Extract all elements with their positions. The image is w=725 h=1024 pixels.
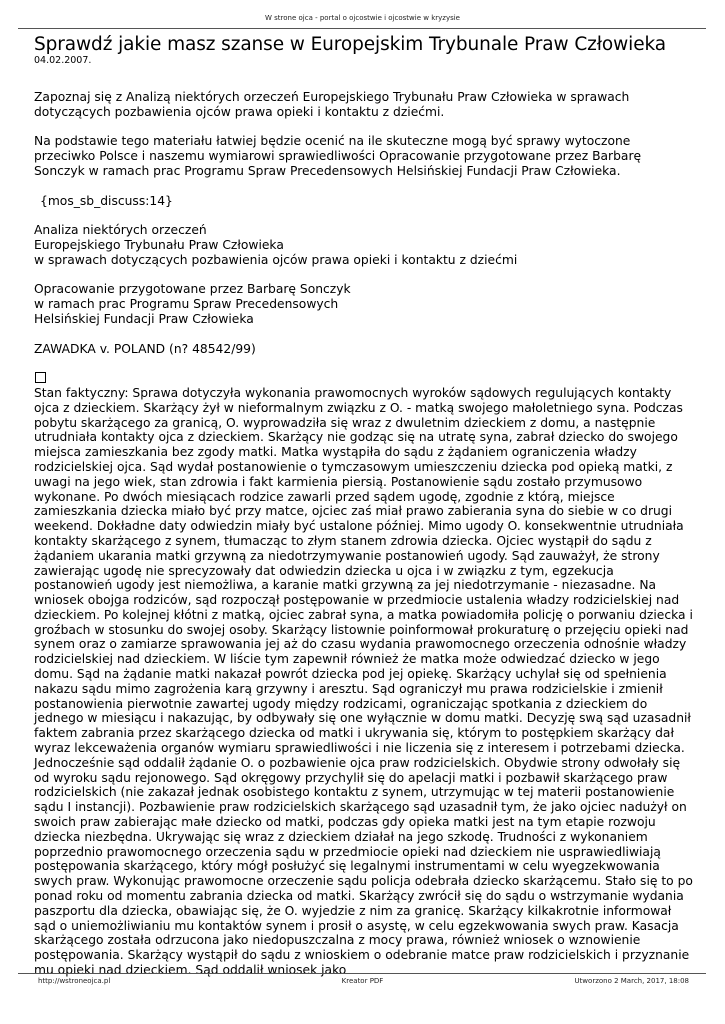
header-divider <box>18 28 706 29</box>
footer-url[interactable]: http://wstroneojca.pl <box>38 977 111 985</box>
intro-paragraph-2: Na podstawie tego materiału łatwiej będzie ocenić na ile skuteczne mogą być sprawy wytoczone przeciwko Polsce i naszemu wymiarowi sprawiedliwości Opracowanie przygotowane przez Barbarę Sonczyk w ramach prac Programu Spraw Precedensowych Helsińskiej Fundacji Praw Człowieka. <box>34 134 642 178</box>
article-date: 04.02.2007. <box>34 55 92 66</box>
page-header: W strone ojca - portal o ojcostwie i ojcostwie w kryzysie <box>265 14 460 22</box>
article <box>34 34 694 978</box>
checkbox-icon <box>35 372 46 383</box>
footer-generator: Kreator PDF <box>341 977 384 985</box>
case-title: ZAWADKA v. POLAND (n? 48542/99) <box>34 341 256 356</box>
facts-paragraph: Stan faktyczny: Sprawa dotyczyła wykonania prawomocnych wyroków sądowych regulujących kontakty ojca z dzieckiem. Skarżący żył w nieformalnym związku z O. - matką swojego małoletniego syna. Podczas pobytu skarżącego za granicą, O. wyprowadziła się wraz z dwuletnim dzieckiem z domu, a następnie utrudniała kontakty ojca z dzieckiem. Skarżący nie godząc się na utratę syna, zabrał dziecko do swojego miejsca zamieszkania bez zgody matki. Matka wystąpiła do sądu z żądaniem ograniczenia władzy rodzicielskiej ojca. Sąd wydał postanowienie o tymczasowym umieszczeniu dziecka pod opieką matki, z uwagi na jego wiek, stan zdrowia i fakt karmienia piersią. Postanowienie sądu zostało przymusowo wykonane. Po dwóch miesiącach rodzice zawarli przed sądem ugodę, zgodnie z którą, miejsce zamieszkania dziecka miało być przy matce, ojciec zaś miał prawo zabierania syna do siebie w co drugi weekend. Dokładne daty odwiedzin miały być ustalone później. Mimo ugody O. konsekwentnie utrudniała kontakty skarżącego z synem, tłumacząc to złym stanem zdrowia dziecka. Ojciec wystąpił do sądu z żądaniem ukarania matki grzywną za niedotrzymywanie postanowień ugody. Sąd zauważył, że strony zawierając ugodę nie sprecyzowały dat odwiedzin dziecka u ojca i w związku z tym, egzekucja postanowień ugody jest niemożliwa, a karanie matki grzywną za jej niedotrzymanie - niezasadne. Na wniosek obojga rodziców, sąd rozpoczął postępowanie w przedmiocie ustalenia władzy rodzicielskiej nad dzieckiem. Po kolejnej kłótni z matką, ojciec zabrał syna, a matka powiadomiła policję o porwaniu dziecka i groźbach w stosunku do swojej osoby. Skarżący listownie poinformował prokuraturę o przejęciu opieki nad synem oraz o zamiarze sprawowania jej aż do czasu wydania prawomocnego orzeczenia odnośnie władzy rodzicielskiej nad dzieckiem. W liście tym zapewnił również że matka może odwiedzać dziecko w jego domu. Sąd na żądanie matki nakazał powrót dziecka pod jej opiekę. Skarżący uchylał się od spełnienia nakazu sądu mimo zagrożenia karą grzywny i aresztu. Sąd ograniczył mu prawa rodzicielskie i zmienił postanowienia pierwotnie zawartej ugody między rodzicami, ograniczając spotkania z dzieckiem do jednego w miesiącu i nakazując, by odbywały się one wyłącznie w domu matki. Decyzję swą sąd uzasadnił faktem zabrania przez skarżącego dziecka od matki i ukrywania się, którym to postępkiem skarżący dał wyraz lekceważenia organów wymiaru sprawiedliwości i nie liczenia się z interesem i potrzebami dziecka. Jednocześnie sąd oddalił żądanie O. o pozbawienie ojca praw rodzicielskich. Obydwie strony odwołały się od wyroku sądu rejonowego. Sąd okręgowy przychylił się do apelacji matki i pozbawił skarżącego praw rodzicielskich (nie zakazał jednak osobistego kontaktu z synem, utrzymując w tej materii postanowienie sądu I instancji). Pozbawienie praw rodzicielskich skarżącego sąd uzasadnił tym, że jako ojciec nadużył on swoich praw zabierając małe dziecko od matki, podczas gdy opieka matki jest na tym etapie rozwoju dziecka niezbędna. Ukrywając się wraz z dzieckiem działał na jego szkodę. Trudności z wykonaniem poprzednio prawomocnego orzeczenia sądu w przedmiocie opieki nad dzieckiem nie usprawiedliwiają postępowania skarżącego, który mógł posłużyć się legalnymi instrumentami w celu wyegzekwowania swych praw. Wykonując prawomocne orzeczenie sądu policja odebrała dziecko skarżącemu. Stało się to po ponad roku od momentu zabrania dziecka od matki. Skarżący zwrócił się do sądu o wstrzymanie wydania paszportu dla dziecka, obawiając się, że O. wyjedzie z nim za granicę. Skarżący kilkakrotnie informował sąd o uniemożliwianiu mu kontaktów synem i prosił o asystę, w celu egzekwowania swych praw. Kasacja skarżącego została odrzucona jako niedopuszczalna z mocy prawa, również wniosek o wznowienie postępowania. Skarżący wystąpił do sądu z wnioskiem o odebranie matce praw rodzicielskich i przyznanie mu opieki nad dzieckiem. Sąd oddalił wniosek jako <box>34 385 693 978</box>
footer-created: Utworzono 2 March, 2017, 18:08 <box>574 977 689 985</box>
intro-paragraph: Zapoznaj się z Analizą niektórych orzeczeń Europejskiego Trybunału Praw Człowieka w sprawach dotyczących pozbawienia ojców prawa opieki i kontaktu z dziećmi. <box>34 90 630 119</box>
prepared-line-2: w ramach prac Programu Spraw Precedensowych <box>34 297 339 312</box>
prepared-line-1: Opracowanie przygotowane przez Barbarę Sonczyk <box>34 282 351 297</box>
checkbox-placeholder <box>34 371 694 386</box>
analysis-line-2: Europejskiego Trybunału Praw Człowieka <box>34 237 284 252</box>
footer-divider <box>18 973 706 974</box>
analysis-line-1: Analiza niektórych orzeczeń <box>34 223 207 238</box>
prepared-line-3: Helsińskiej Fundacji Praw Człowieka <box>34 311 254 326</box>
article-title: Sprawdź jakie masz szanse w Europejskim Trybunale Praw Człowieka <box>34 34 667 55</box>
discuss-tag: {mos_sb_discuss:14} <box>40 193 173 208</box>
analysis-line-3: w sprawach dotyczących pozbawienia ojców prawa opieki i kontaktu z dziećmi <box>34 252 518 267</box>
article-body <box>34 90 694 978</box>
